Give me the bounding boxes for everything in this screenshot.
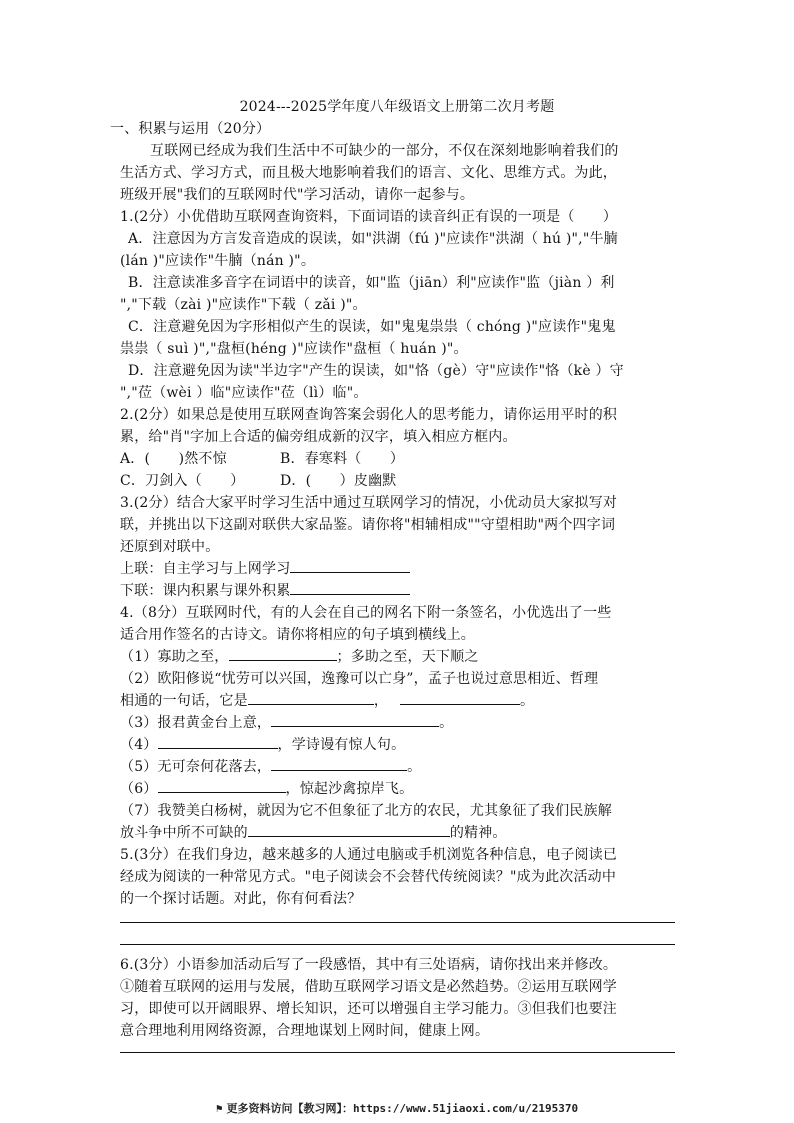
flag-icon: ⚑ [215,1102,223,1115]
q4-item-3-text: （3）报君黄金台上意， [120,715,272,731]
q2-option-c: C．刀剑入（ ） [120,473,245,489]
q4-item-7-blank[interactable] [248,822,450,837]
q6-stem-line3: 习，即使可以开阔眼界、增长知识，还可以增强自主学习能力。③但我们也要注 [120,1001,617,1017]
q4-item-7-line2 [120,822,675,844]
footer [0,1100,794,1116]
intro-line-3: 班级开展"我们的互联网时代"学习活动，请你一起参与。 [120,187,475,203]
q4-item-6-text-b: ，惊起沙禽掠岸飞。 [285,781,414,797]
q1-option-a-line1: A．注意因为方言发音造成的误读，如"洪湖（fú )"应读作"洪湖（ hú )","牛腩 [128,231,618,247]
q3-lower-couplet [120,580,675,602]
q4-item-5-text: （5）无可奈何花落去， [120,759,272,775]
q2-option-b: B．春寒料（ ） [280,451,405,467]
q4-item-7-line1: （7）我赞美白杨树，就因为它不但象征了北方的农民，尤其象征了我们民族解 [120,803,612,819]
q4-item-2-line2 [120,690,675,712]
q5-answer-line-2[interactable] [120,944,675,945]
q4-stem-line2: 适合用作签名的古诗文。请你将相应的句子填到横线上。 [120,627,475,643]
q4-item-5 [120,756,675,778]
q2-stem-line2: 累，给"肖"字加上合适的偏旁组成新的汉字，填入相应方框内。 [120,429,517,445]
q4-item-2-line1: （2）欧阳修说“忧劳可以兴国，逸豫可以亡身”，孟子也说过意思相近、哲理 [120,671,599,687]
page-title: 2024---2025学年度八年级语文上册第二次月考题 [239,99,555,115]
q4-item-4-text-a: （4） [120,737,158,753]
q1-option-b-line2: ","下载（zài )"应读作"下载（ zǎi )"。 [120,297,367,313]
q4-item-4-text-b: ，学诗谩有惊人句。 [277,737,406,753]
q4-item-1-blank[interactable] [229,646,337,661]
q4-item-3 [120,712,675,734]
q1-option-b-line1: B．注意读准多音字在词语中的读音，如"监（jiān）利"应读作"监（jiàn ）利 [128,275,615,291]
q4-item-4-blank[interactable] [158,734,278,749]
q5-stem-line2: 经成为阅读的一种常见方式。"电子阅读会不会替代传统阅读？"成为此次活动中 [120,869,617,885]
q4-item-2-text: 相通的一句话，它是 [120,693,248,709]
q5-stem-line1: 5.(3分）在我们身边，越来越多的人通过电脑或手机浏览各种信息，电子阅读已 [120,847,618,863]
q6-stem-line2: ①随着互联网的运用与发展，借助互联网学习语文是必然趋势。②运用互联网学 [120,979,617,995]
q4-item-6-text-a: （6） [120,781,158,797]
q6-answer-line[interactable] [120,1052,675,1053]
q6-stem-line1: 6.(3分）小语参加活动后写了一段感悟，其中有三处语病，请你找出来并修改。 [120,957,618,973]
q4-stem-line1: 4.（8分）互联网时代，有的人会在自己的网名下附一条签名，小优选出了一些 [120,605,612,621]
section-heading: 一、积累与运用（20分） [110,121,271,137]
q4-item-2-period: 。 [520,693,535,709]
q3-stem-line1: 3.(2分）结合大家平时学习生活中通过互联网学习的情况，小优动员大家拟写对 [120,495,618,511]
q6-stem-line4: 意合理地利用网络资源，合理地谋划上网时间，健康上网。 [120,1023,490,1039]
q5-answer-line-1[interactable] [120,922,675,923]
q2-option-a: A．( )然不惊 [120,451,227,467]
q5-stem-line3: 的一个探讨话题。对此，你有何看法？ [120,891,362,907]
q2-option-d: D．( ）皮幽默 [280,473,397,489]
q4-item-3-period: 。 [439,715,454,731]
q3-stem-line2: 联，并挑出以下这副对联供大家品鉴。请你将"相辅相成""守望相助"两个四字词 [120,517,616,533]
q1-option-c-line1: C．注意避免因为字形相似产生的误读，如"鬼鬼祟祟（ chóng )"应读作"鬼鬼 [128,319,616,335]
q4-item-7-text-b: 的精神。 [449,825,507,841]
q4-item-4 [120,734,675,756]
q1-option-c-line2: 祟祟（ suì )","盘桓(héng )"应读作"盘桓（ huán )"。 [120,341,468,357]
q4-item-3-blank[interactable] [271,712,439,727]
q3-stem-line3: 还原到对联中。 [120,539,220,555]
q4-item-1-text-b: ；多助之至，天下顺之 [336,649,479,665]
q4-item-2-blank-2[interactable] [400,690,520,705]
q1-option-d-line1: D．注意避免因为读"半边字"产生的误读，如"恪（gè）守"应读作"恪（kè ）守 [128,363,624,379]
q4-item-5-period: 。 [407,759,422,775]
q1-option-a-line2: (lán )"应读作"牛腩（nán )"。 [120,253,316,269]
footer-link-text[interactable]: 更多资料访问【教习网】：https://www.51jiaoxi.com/u/2195370 [226,1102,579,1115]
intro-line-2: 生活方式、学习方式，而且极大地影响着我们的语言、文化、思维方式。为此， [120,165,617,181]
q4-item-2-comma: ， [373,693,389,709]
q3-upper-label: 上联：自主学习与上网学习 [120,561,291,577]
intro-line-1: 互联网已经成为我们生活中不可缺少的一部分，不仅在深刻地影响着我们的 [150,143,619,159]
q1-option-d-line2: ","莅（wèi ）临"应读作"莅（lì）临"。 [120,385,368,401]
q4-item-6-blank[interactable] [158,778,286,793]
q4-item-2-blank-1[interactable] [248,690,374,705]
q3-lower-label: 下联：课内积累与课外积累 [120,583,291,599]
q4-item-1 [120,646,675,668]
q4-item-7-text-a: 放斗争中所不可缺的 [120,825,248,841]
q4-item-1-text-a: （1）寡助之至， [120,649,229,665]
q3-upper-blank[interactable] [290,558,410,573]
q1-stem: 1.(2分）小优借助互联网查询资料，下面词语的读音纠正有误的一项是（ ） [120,209,618,225]
q3-upper-couplet [120,558,675,580]
q3-lower-blank[interactable] [290,580,410,595]
q4-item-5-blank[interactable] [271,756,407,771]
q4-item-6 [120,778,675,800]
q2-stem-line1: 2.(2分）如果总是使用互联网查询答案会弱化人的思考能力，请你运用平时的积 [120,407,618,423]
